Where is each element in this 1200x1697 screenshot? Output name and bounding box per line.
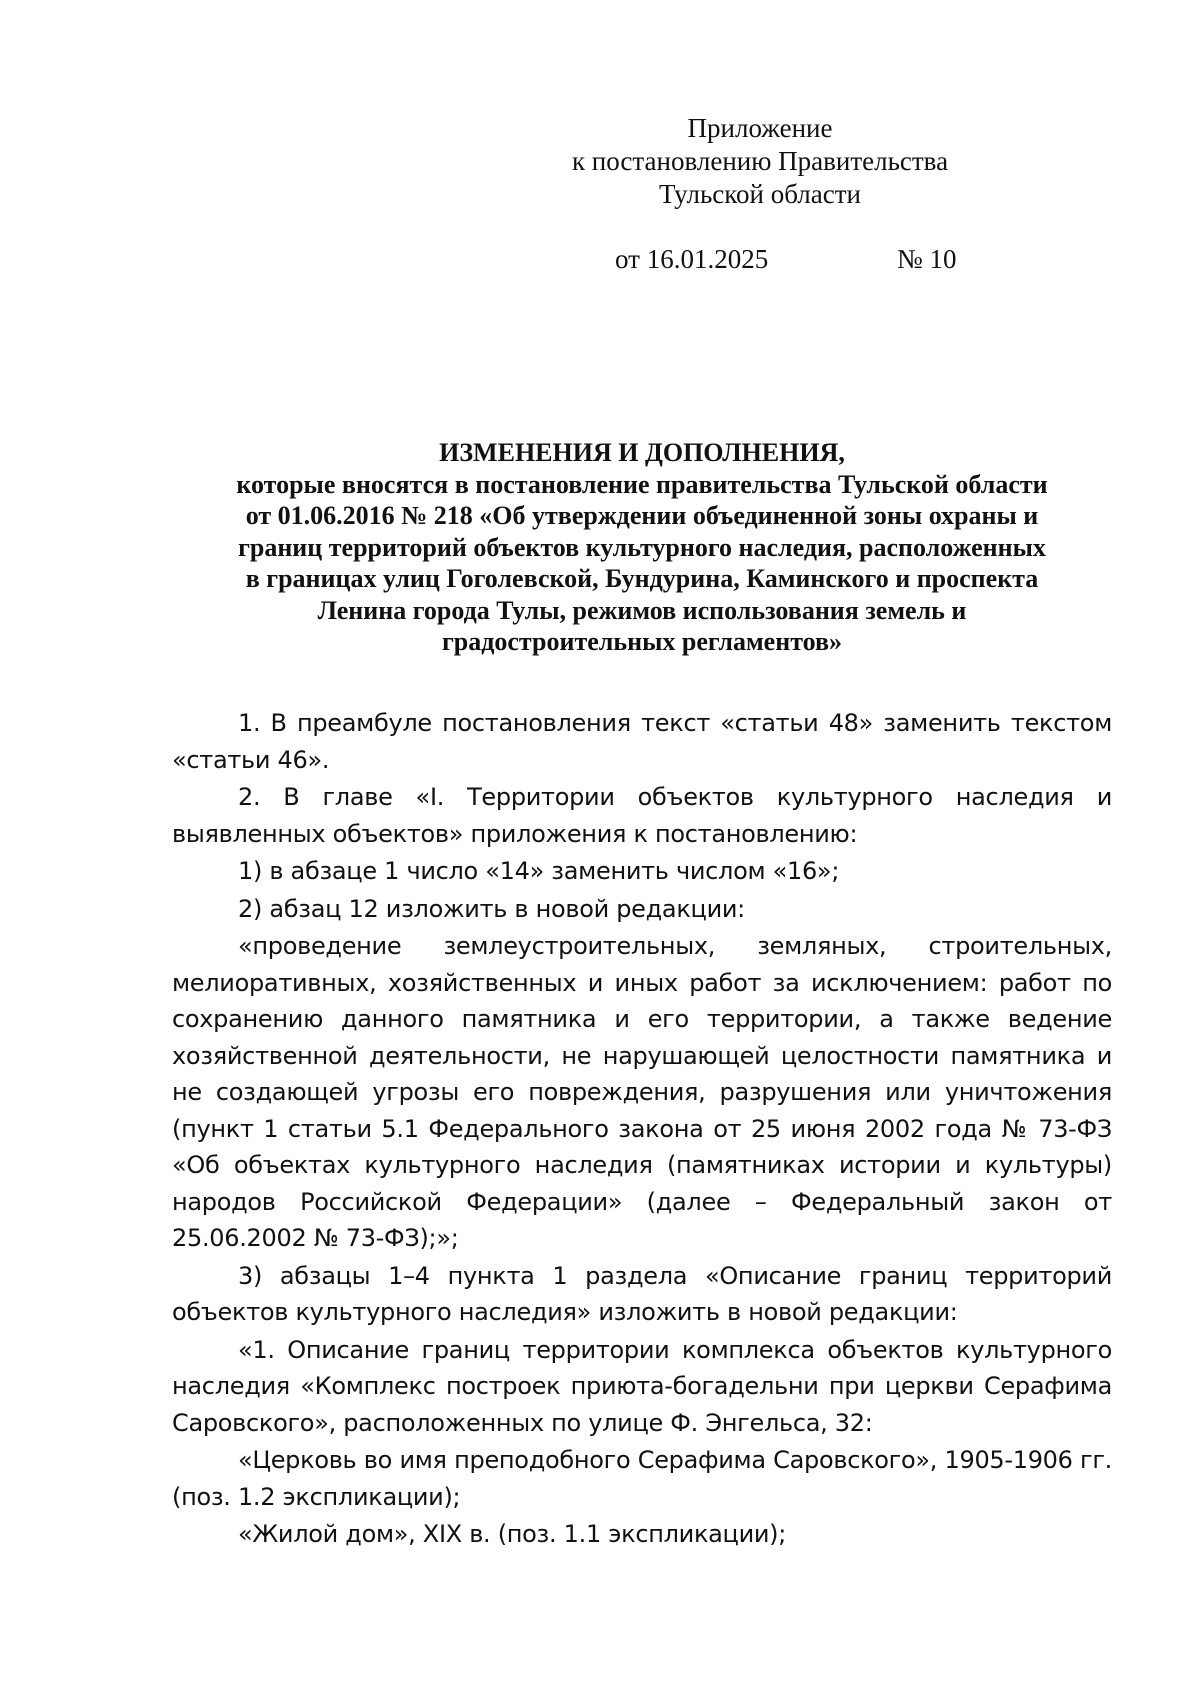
document-title (172, 437, 1112, 658)
document-body (172, 705, 1112, 1554)
paragraph: «1. Описание границ территории комплекса объектов культурного наследия «Комплекс построек приюта-богадельни при церкви Серафима Саровского», расположенных по улице Ф. Энгельса, 32: (172, 1335, 1112, 1437)
paragraph: 1. В преамбуле постановления текст «статьи 48» заменить текстом «статьи 46». (172, 709, 1112, 774)
appendix-subtitle: к постановлению Правительства (571, 146, 949, 176)
paragraph: 2) абзац 12 изложить в новой редакции: (238, 894, 745, 923)
title-line: от 01.06.2016 № 218 «Об утверждении объединенной зоны охраны и (245, 501, 1039, 530)
title-line: которые вносятся в постановление правительства Тульской области (236, 469, 1048, 499)
appendix-region: Тульской области (659, 179, 861, 209)
paragraph: 2. В главе «I. Территории объектов культурного наследия и выявленных объектов» приложения к постановлению: (172, 783, 1112, 848)
paragraph: 3) абзацы 1–4 пункта 1 раздела «Описание границ территорий объектов культурного наследия» изложить в новой редакции: (172, 1261, 1112, 1326)
paragraph: «Жилой дом», XIX в. (поз. 1.1 экспликации); (238, 1520, 787, 1548)
document-date: от 16.01.2025 (615, 244, 769, 274)
appendix-header (560, 112, 960, 211)
appendix-title: Приложение (687, 113, 833, 143)
paragraph: «Церковь во имя преподобного Серафима Саровского», 1905-1906 гг. (поз. 1.2 экспликации); (172, 1446, 1112, 1511)
title-line: Ленина города Тулы, режимов использования земель и (317, 595, 967, 625)
title-line: в границах улиц Гоголевской, Бундурина, Каминского и проспекта (245, 564, 1039, 593)
paragraph: 1) в абзаце 1 число «14» заменить числом «16»; (238, 857, 840, 885)
title-line: градостроительных регламентов» (441, 627, 843, 656)
title-line: ИЗМЕНЕНИЯ И ДОПОЛНЕНИЯ, (439, 438, 845, 467)
title-line: границ территорий объектов культурного наследия, расположенных (238, 532, 1046, 562)
paragraph: «проведение землеустроительных, земляных, строительных, мелиоративных, хозяйственных и иных работ за исключением: работ по сохранению данного памятника и его территории, а также ведение хозяйственной деятельности, не нарушающей целостности памятника и не создающей угрозы его повреждения, разрушения или уничтожения (пункт 1 статьи 5.1 Федерального закона от 25 июня 2002 года № 73-ФЗ «Об объектах культурного наследия (памятниках истории и культуры) народов Российской Федерации» (далее – Федеральный закон от 25.06.2002 № 73-ФЗ);»; (172, 932, 1112, 1252)
document-number: № 10 (897, 244, 957, 274)
